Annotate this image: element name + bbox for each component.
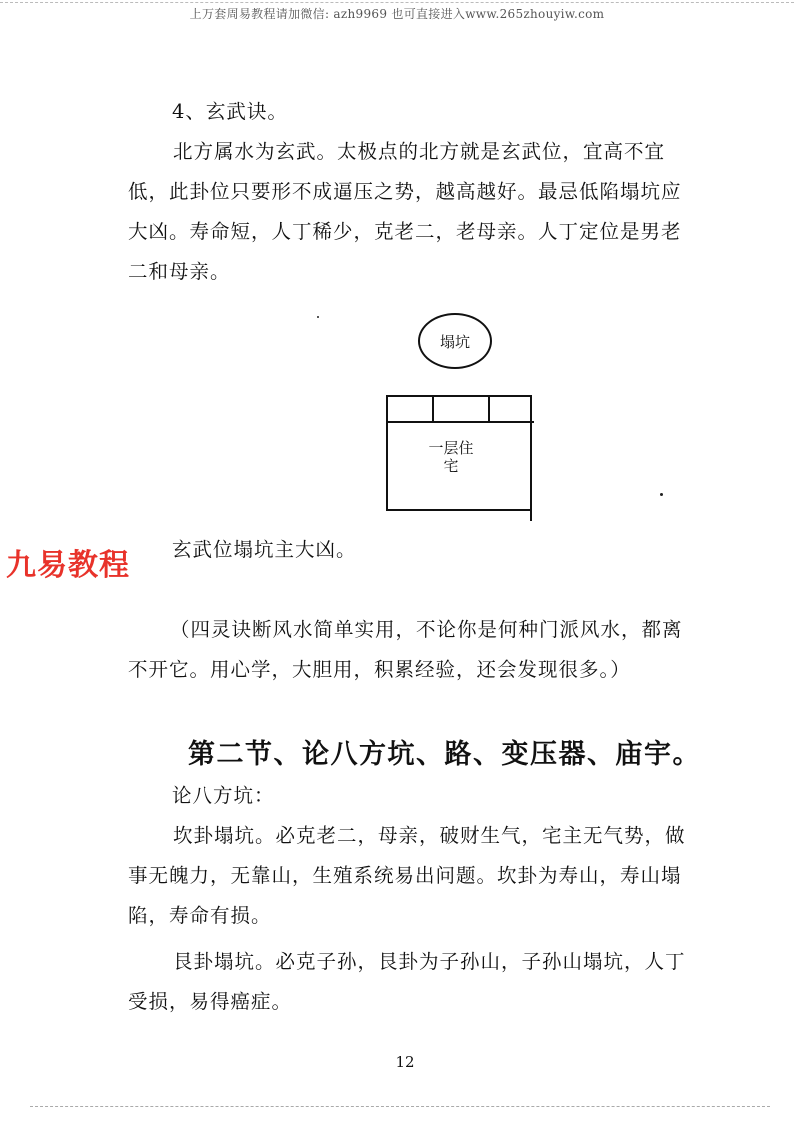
header-watermark: 上万套周易教程请加微信: azh9969 也可直接进入www.265zhouyiw.com	[189, 7, 605, 21]
house-cell-divider	[488, 397, 490, 423]
section-4-body: 北方属水为玄武。太极点的北方就是玄武位，宜高不宜低，此卦位只要形不成逼压之势，越高越好。最忌低陷塌坑应大凶。寿命短，人丁稀少，克老二，老母亲。人丁定位是男老二和母亲。	[128, 140, 682, 283]
top-dashed-rule	[0, 2, 794, 3]
scan-speck	[660, 493, 663, 496]
diagram-caption: 玄武位塌坑主大凶。	[172, 538, 357, 561]
section-4-title: 4、玄武诀。	[172, 100, 288, 123]
page-number: 12	[395, 1053, 415, 1071]
pit-circle	[418, 313, 492, 369]
scan-speck	[317, 316, 319, 318]
bottom-dashed-rule	[30, 1106, 770, 1107]
paragraph-kan: 坎卦塌坑。必克老二，母亲，破财生气，宅主无气势，做事无魄力，无靠山，生殖系统易出问题。坎卦为寿山，寿山塌陷，寿命有损。	[128, 824, 686, 927]
note-paragraph: （四灵诀断风水简单实用，不论你是何种门派风水，都离不开它。用心学，大胆用，积累经验，还会发现很多。）	[128, 618, 683, 681]
paragraph-gen: 艮卦塌坑。必克子孙，艮卦为子孙山，子孙山塌坑，人丁受损，易得癌症。	[128, 950, 686, 1013]
house-cell-divider	[432, 397, 434, 423]
section-heading: 第二节、论八方坑、路、变压器、庙宇。	[188, 739, 701, 770]
subheading: 论八方坑：	[172, 784, 275, 807]
brand-logo: 九易教程	[6, 548, 130, 583]
house-top-row	[388, 397, 534, 423]
house-label: 一层住宅	[428, 439, 474, 475]
pit-label: 塌坑	[439, 332, 470, 351]
house-diagram	[386, 395, 532, 511]
